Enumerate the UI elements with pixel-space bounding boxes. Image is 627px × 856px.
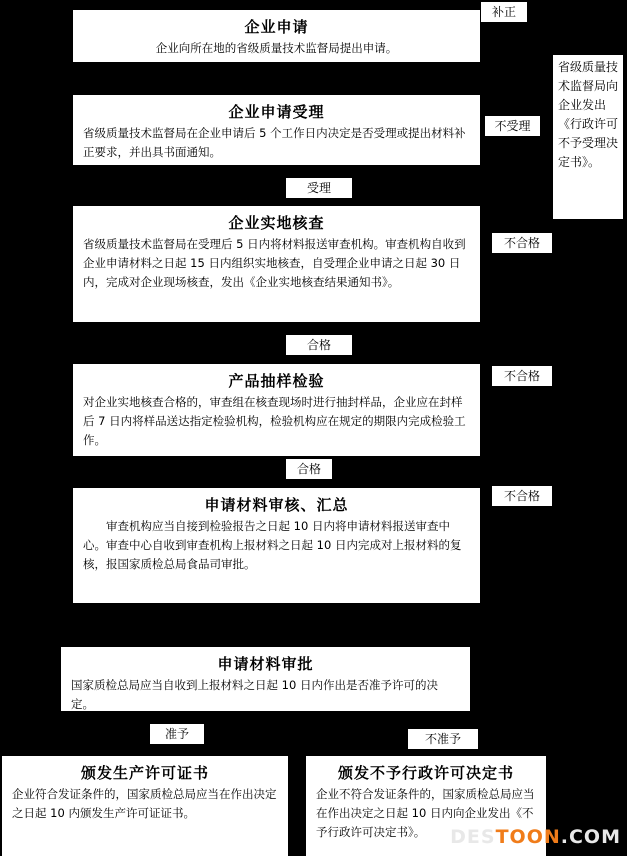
label-accepted: 受理 bbox=[286, 178, 352, 198]
box-body: 对企业实地核查合格的，审查组在核查现场时进行抽封样品，企业应在封样后 7 日内将样品送达指定检验机构，检验机构应在规定的期限内完成检验工作。 bbox=[83, 395, 466, 447]
label-pass-onsite: 合格 bbox=[286, 335, 352, 355]
box-body: 审查机构应当自接到检验报告之日起 10 日内将申请材料报送审查中心。审查中心自收到审查机构上报材料之日起 10 日内完成对上报材料的复核，报国家质检总局食品司审批。 bbox=[83, 519, 462, 571]
box-body: 国家质检总局应当自收到上报材料之日起 10 日内作出是否准予许可的决定。 bbox=[71, 678, 438, 711]
box-body: 企业不符合发证条件的，国家质检总局应当在作出决定之日起 10 日内向企业发出《不予行政许可决定书》。 bbox=[316, 787, 535, 839]
box-material-review bbox=[73, 488, 480, 603]
box-body: 企业符合发证条件的，国家质检总局应当在作出决定之日起 10 内颁发生产许可证证书。 bbox=[12, 787, 277, 820]
box-title: 企业申请受理 bbox=[228, 103, 325, 121]
label-correction: 补正 bbox=[481, 2, 527, 22]
label-pass-sampling: 合格 bbox=[286, 459, 332, 479]
box-title: 申请材料审核、汇总 bbox=[204, 496, 349, 514]
label-fail-onsite: 不合格 bbox=[492, 233, 552, 253]
box-body: 企业向所在地的省级质量技术监督局提出申请。 bbox=[155, 41, 398, 55]
box-title: 产品抽样检验 bbox=[228, 372, 325, 390]
label-fail-sampling: 不合格 bbox=[492, 366, 552, 386]
box-application-acceptance bbox=[73, 95, 480, 165]
label-not-granted: 不准予 bbox=[408, 729, 478, 749]
box-product-sampling bbox=[73, 364, 480, 456]
box-body: 省级质量技术监督局在受理后 5 日内将材料报送审查机构。审查机构自收到企业申请材料之日起 15 日内组织实地核查，自受理企业申请之日起 30 日内，完成对企业现场核查，发出《企业实地核查结果通知书》。 bbox=[83, 237, 466, 289]
side-note-rejection-notice: 省级质量技术监督局向企业发出《行政许可不予受理决定书》。 bbox=[553, 55, 623, 219]
box-material-approval bbox=[61, 647, 470, 711]
watermark-logo: DESTOON.COM bbox=[450, 826, 621, 848]
box-title: 企业申请 bbox=[244, 18, 309, 36]
label-granted: 准予 bbox=[150, 724, 204, 744]
box-enterprise-application bbox=[73, 10, 480, 62]
box-body: 省级质量技术监督局在企业申请后 5 个工作日内决定是否受理或提出材料补正要求，并出具书面通知。 bbox=[83, 126, 466, 159]
box-title: 申请材料审批 bbox=[217, 655, 314, 673]
box-issue-license bbox=[2, 756, 288, 856]
box-onsite-inspection bbox=[73, 206, 480, 322]
label-not-accepted: 不受理 bbox=[485, 116, 540, 136]
box-title: 颁发不予行政许可决定书 bbox=[337, 764, 514, 782]
box-title: 企业实地核查 bbox=[228, 214, 325, 232]
box-title: 颁发生产许可证书 bbox=[80, 764, 209, 782]
label-fail-review: 不合格 bbox=[492, 486, 552, 506]
